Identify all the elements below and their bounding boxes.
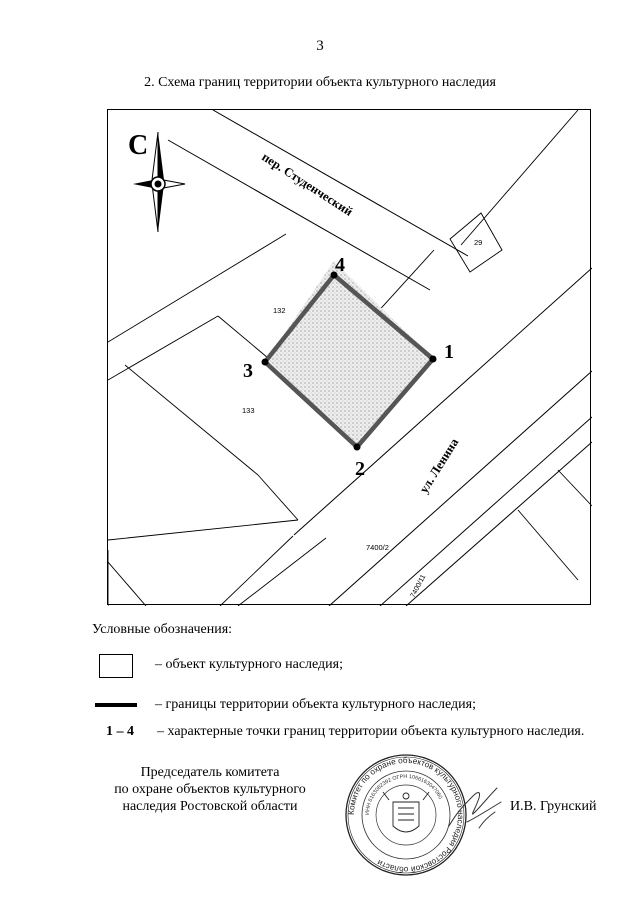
point-label-2: 2 [355, 458, 365, 480]
signatory-position [60, 764, 360, 815]
parcel-label-29: 29 [474, 238, 483, 247]
parcel-label-7400-11: 7400/11 [409, 573, 428, 599]
map-frame [107, 109, 591, 605]
seal-inner-text: ИНН 6163082392 ОГРН 1066163047060 [364, 773, 444, 816]
map-drawing [108, 110, 592, 606]
position-line-2: по охране объектов культурного [114, 782, 306, 797]
parcel-label-132: 132 [273, 306, 286, 315]
point-label-4: 4 [335, 254, 345, 276]
page-number: 3 [316, 38, 324, 54]
point-label-3: 3 [243, 360, 253, 382]
position-line-3: наследия Ростовской области [122, 799, 298, 814]
legend-object-text: – объект культурного наследия; [155, 657, 343, 672]
boundary-point-1 [430, 356, 437, 363]
point-label-1: 1 [444, 341, 454, 363]
street-label-pereulok: пер. Студенческий [259, 149, 356, 219]
page-title: 2. Схема границ территории объекта культурного наследия [144, 75, 496, 90]
parcel-label-7400-2: 7400/2 [366, 543, 389, 552]
boundary-point-3 [262, 359, 269, 366]
position-line-1: Председатель комитета [140, 765, 280, 780]
legend-points-symbol: 1 – 4 [106, 724, 134, 739]
north-label: С [128, 130, 149, 161]
legend-heading: Условные обозначения: [92, 622, 233, 637]
street-label-lenina: ул. Ленина [416, 435, 462, 496]
legend-boundary-symbol [95, 703, 137, 707]
legend-points-text: – характерные точки границ территории объекта культурного наследия. [157, 724, 585, 739]
street-lines-pereulok [168, 110, 468, 290]
boundary-point-2 [354, 444, 361, 451]
handwritten-signature [445, 782, 505, 834]
legend-object-symbol [99, 654, 133, 678]
signatory-name: И.В. Грунский [510, 799, 597, 814]
legend-boundary-text: – границы территории объекта культурного наследия; [155, 697, 476, 712]
parcel-label-133: 133 [242, 406, 255, 415]
seal-outer-text: Комитет по охране объектов культурного наследия Ростовской области [346, 755, 466, 875]
seal-emblem [383, 792, 429, 832]
